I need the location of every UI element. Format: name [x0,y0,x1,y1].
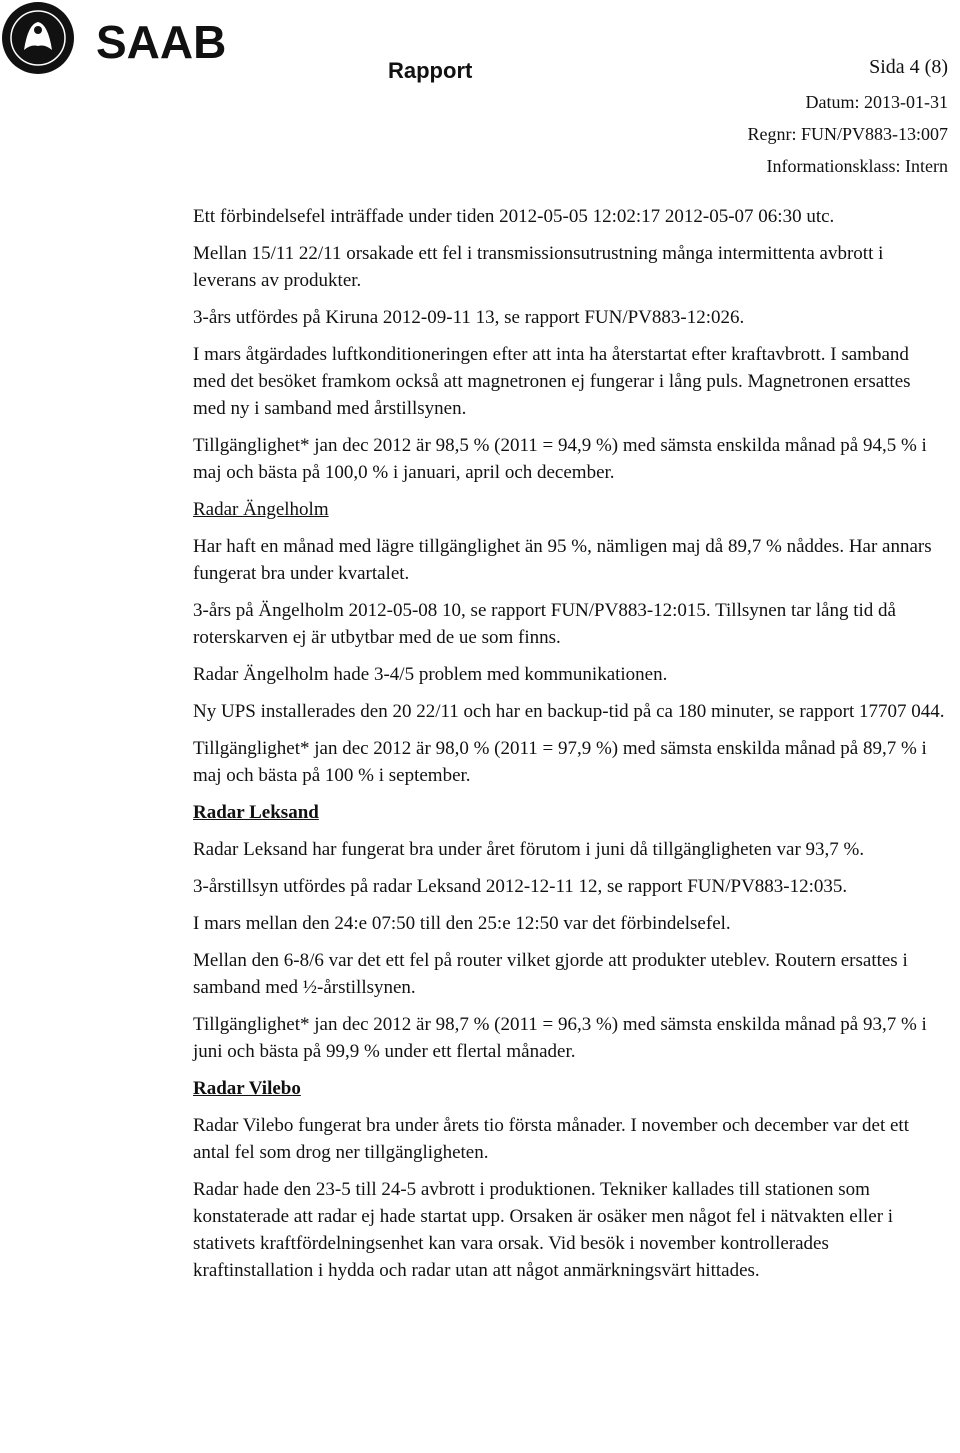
paragraph: Tillgänglighet* jan dec 2012 är 98,7 % (2011 = 96,3 %) med sämsta enskilda månad på 93,7 % i juni och bästa på 99,9 % under ett flertal månader. [193,1014,927,1062]
information-class: Informationsklass: Intern [766,156,948,176]
paragraph: Radar Ängelholm hade 3-4/5 problem med kommunikationen. [193,664,668,685]
section-heading-leksand: Radar Leksand [193,802,319,823]
paragraph: Mellan 15/11 22/11 orsakade ett fel i transmissionsutrustning många intermittenta avbrott i leverans av produkter. [193,243,884,291]
saab-logo [0,0,260,80]
paragraph: Mellan den 6-8/6 var det ett fel på router vilket gjorde att produkter uteblev. Routern ersattes i samband med ½-årstillsynen. [193,950,908,998]
paragraph: I mars mellan den 24:e 07:50 till den 25:e 12:50 var det förbindelsefel. [193,913,731,934]
page-header [0,0,960,190]
page-number: Sida 4 (8) [869,56,948,78]
paragraph: 3-årstillsyn utfördes på radar Leksand 2012-12-11 12, se rapport FUN/PV883-12:035. [193,876,848,897]
paragraph: Ny UPS installerades den 20 22/11 och har en backup-tid på ca 180 minuter, se rapport 17707 044. [193,701,945,722]
paragraph: Radar hade den 23-5 till 24-5 avbrott i produktionen. Tekniker kallades till stationen som konstaterade att radar ej hade startat upp. Orsaken är osäker men något fel i nätvakten eller i stativets kraftfördelningsenhet kan vara orsak. Vid besök i november kontrollerades kraftinstallation i hydda och radar utan att något anmärkningsvärt hittades. [193,1179,894,1281]
document-type: Rapport [388,58,473,83]
paragraph: 3-års utfördes på Kiruna 2012-09-11 13, se rapport FUN/PV883-12:026. [193,307,745,328]
document-date: Datum: 2013-01-31 [805,92,948,112]
paragraph: Har haft en månad med lägre tillgänglighet än 95 %, nämligen maj då 89,7 % nåddes. Har annars fungerat bra under kvartalet. [193,536,932,584]
registration-number: Regnr: FUN/PV883-13:007 [747,124,948,144]
section-heading-vilebo: Radar Vilebo [193,1078,301,1099]
paragraph: Ett förbindelsefel inträffade under tiden 2012-05-05 12:02:17 2012-05-07 06:30 utc. [193,206,835,227]
document-body [193,203,945,1284]
paragraph: Tillgänglighet* jan dec 2012 är 98,5 % (2011 = 94,9 %) med sämsta enskilda månad på 94,5 % i maj och bästa på 100,0 % i januari, april och december. [193,435,927,483]
paragraph: Radar Leksand har fungerat bra under året förutom i juni då tillgängligheten var 93,7 %. [193,839,865,860]
saab-wordmark: SAAB [96,16,227,68]
paragraph: 3-års på Ängelholm 2012-05-08 10, se rapport FUN/PV883-12:015. Tillsynen tar lång tid då roterskarven ej är utbytbar med de ue som finns. [193,600,896,648]
paragraph: Tillgänglighet* jan dec 2012 är 98,0 % (2011 = 97,9 %) med sämsta enskilda månad på 89,7 % i maj och bästa på 100 % i september. [193,738,927,786]
paragraph: I mars åtgärdades luftkonditioneringen efter att inta ha återstartat efter kraftavbrott. I samband med det besöket framkom också att magnetronen ej fungerar i lång puls. Magnetronen ersattes med ny i samband med årstillsynen. [193,344,911,419]
paragraph: Radar Vilebo fungerat bra under årets tio första månader. I november och december var det ett antal fel som drog ner tillgängligheten. [193,1115,909,1163]
section-heading-angelholm: Radar Ängelholm [193,499,329,520]
